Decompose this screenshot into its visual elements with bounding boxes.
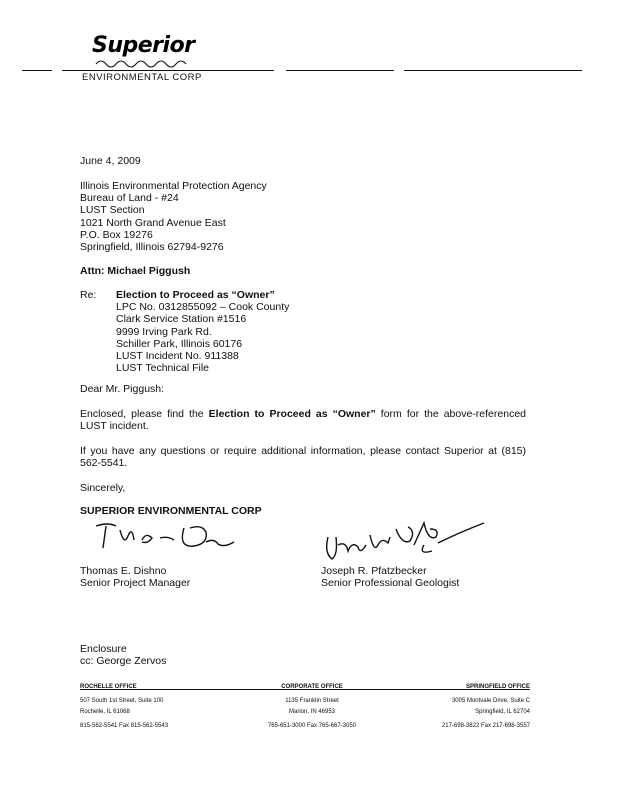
signer-name: Thomas E. Dishno xyxy=(80,565,167,577)
office-line: 507 South 1st Street, Suite 100 xyxy=(80,698,164,704)
address-line: LUST Section xyxy=(80,204,145,217)
office-line: 1135 Franklin Street xyxy=(285,698,339,704)
office-line: 3005 Montvale Drive, Suite C xyxy=(451,698,530,704)
re-line: LPC No. 0312855092 – Cook County xyxy=(116,301,290,314)
office-line: 815-562-5541 Fax 815-562-5543 xyxy=(80,723,169,729)
salutation: Dear Mr. Piggush: xyxy=(80,383,165,395)
body-paragraph-1: Enclosed, please find the Election to Proceed as “Owner” form for the above-referenced LUST incident. xyxy=(80,408,527,433)
logo-wave-icon xyxy=(96,58,186,70)
re-label: Re: xyxy=(80,289,97,301)
signer-title: Senior Professional Geologist xyxy=(321,577,460,589)
address-line: Springfield, Illinois 62794-9276 xyxy=(80,240,224,253)
office-line: 765-651-3000 Fax 765-667-3050 xyxy=(267,723,357,729)
signature-dishno xyxy=(94,518,244,558)
re-subject: Election to Proceed as “Owner” xyxy=(116,289,275,301)
office-header: CORPORATE OFFICE xyxy=(281,684,343,690)
signature-pfatzbecker xyxy=(318,515,488,565)
office-line: 217-698-3822 Fax 217-698-3557 xyxy=(441,723,530,729)
office-line: Rochelle, IL 61068 xyxy=(80,709,130,715)
closing: Sincerely, xyxy=(80,482,126,494)
re-line: Clark Service Station #1516 xyxy=(116,313,247,326)
office-header: SPRINGFIELD OFFICE xyxy=(465,684,530,690)
letterhead-rule-mid xyxy=(286,70,394,71)
footer-office-corporate xyxy=(262,682,362,732)
company-logo-wordmark: Superior xyxy=(92,33,195,58)
office-header: ROCHELLE OFFICE xyxy=(80,684,137,690)
attention-line: Attn: Michael Piggush xyxy=(80,265,191,277)
body-paragraph-2: If you have any questions or require additional information, please contact Superior at (815) 562-5541. xyxy=(80,445,526,470)
company-signature: SUPERIOR ENVIRONMENTAL CORP xyxy=(80,505,262,517)
address-line: Bureau of Land - #24 xyxy=(80,192,179,205)
footer-office-rochelle xyxy=(80,682,168,732)
company-logo-subtitle: ENVIRONMENTAL CORP xyxy=(82,72,202,83)
address-line: 1021 North Grand Avenue East xyxy=(80,216,226,229)
form-name: Election to Proceed as “Owner” xyxy=(208,408,376,420)
re-line: 9999 Irving Park Rd. xyxy=(116,325,212,338)
letterhead-rule-right xyxy=(404,70,582,71)
office-line: Marion, IN 46953 xyxy=(288,709,336,715)
signer-title: Senior Project Manager xyxy=(80,577,191,589)
office-line: Springfield, IL 62704 xyxy=(475,709,530,715)
letterhead-rule-left xyxy=(22,70,52,71)
cc-line: cc: George Zervos xyxy=(80,655,167,667)
re-line: LUST Incident No. 911388 xyxy=(116,349,239,362)
re-line: Schiller Park, Illinois 60176 xyxy=(116,337,243,350)
letter-date: June 4, 2009 xyxy=(80,155,141,167)
enclosure-line: Enclosure xyxy=(80,643,127,655)
re-block xyxy=(116,289,289,374)
address-line: Illinois Environmental Protection Agency xyxy=(80,180,267,192)
re-line: LUST Technical File xyxy=(116,362,209,375)
address-line: P.O. Box 19276 xyxy=(80,228,153,241)
footer-office-springfield xyxy=(430,682,530,732)
signer-name: Joseph R. Pfatzbecker xyxy=(321,565,427,577)
recipient-address xyxy=(80,180,267,253)
